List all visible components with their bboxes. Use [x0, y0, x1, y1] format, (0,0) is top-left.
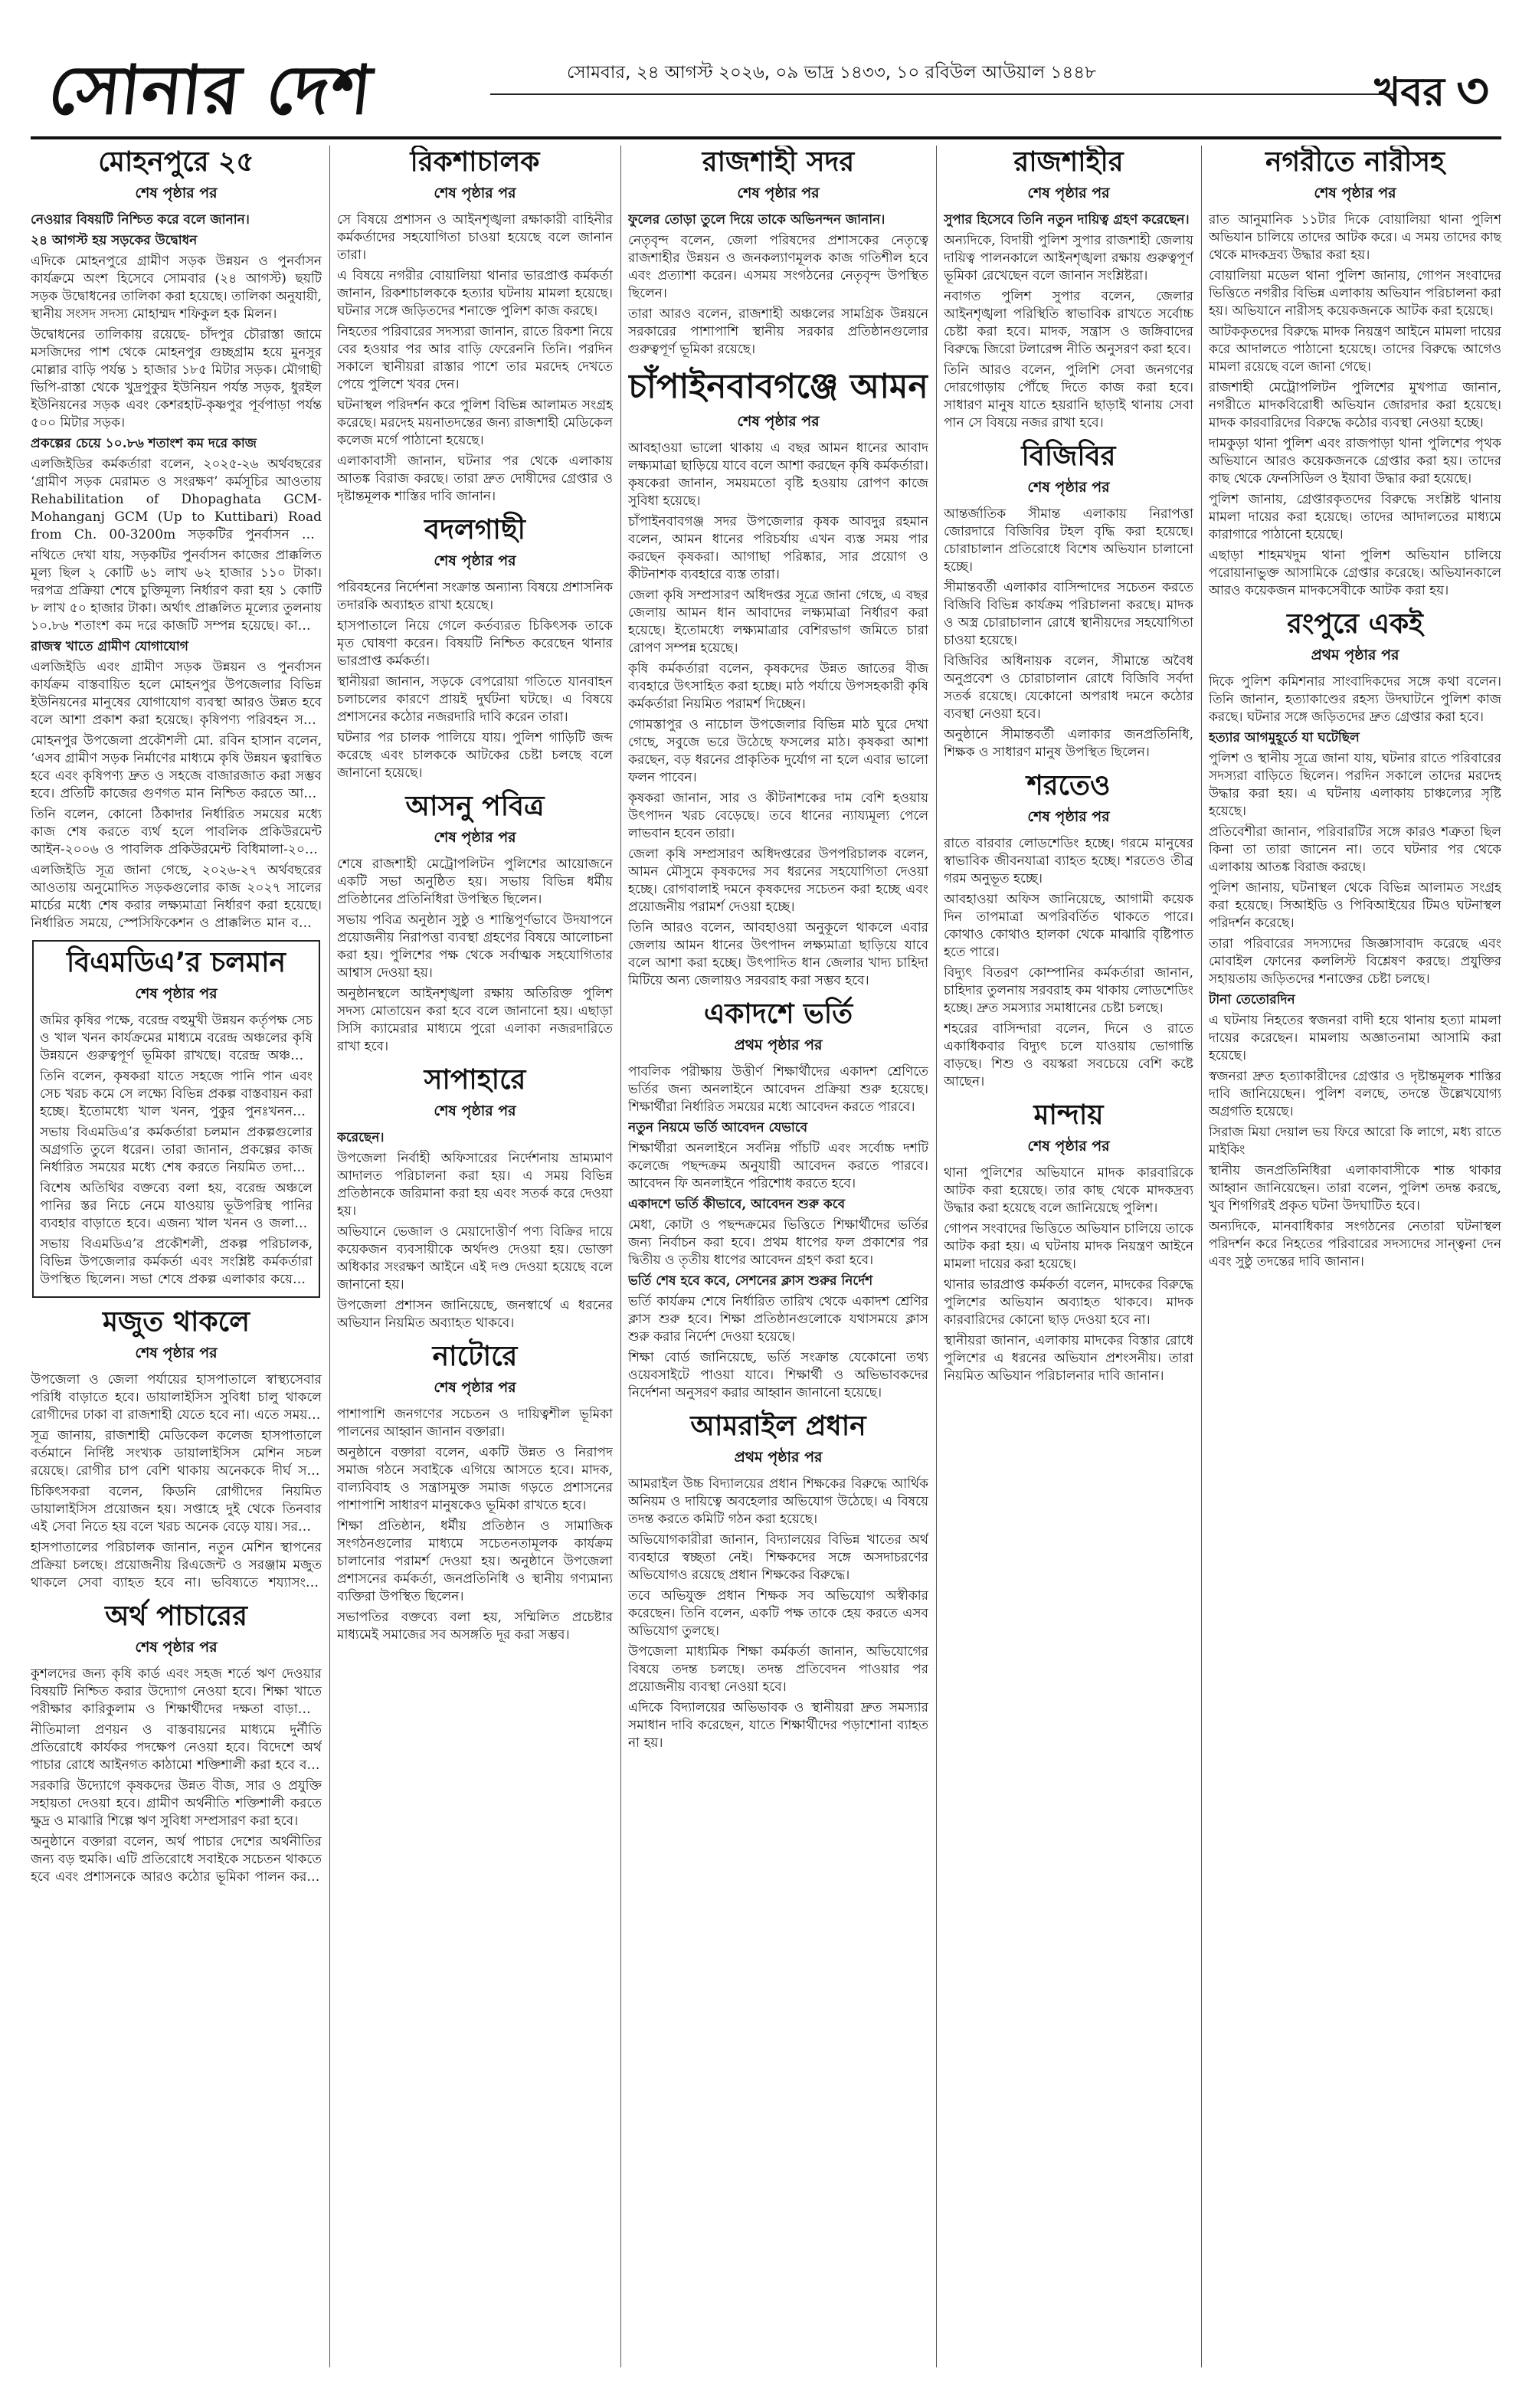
continuation-label: প্রথম পৃষ্ঠার পর: [1311, 647, 1399, 663]
article: [628, 366, 928, 990]
continuation-label: শেষ পৃষ্ঠার পর: [135, 1639, 218, 1656]
article-paragraph: ভর্তি কার্যক্রম শেষে নির্ধারিত তারিখ থেকে একাদশ শ্রেণির ক্লাস শুরু হবে। শিক্ষা প্রতিষ্ঠানগুলোকে যথাসময়ে ক্লাস শুরু করার নির্দেশ দেওয়া হয়েছে।: [628, 1294, 928, 1345]
article-paragraph: ২৪ আগস্ট হয় সড়কের উদ্বোধন: [31, 233, 198, 248]
article-paragraph: আমরাইল উচ্চ বিদ্যালয়ের প্রধান শিক্ষকের বিরুদ্ধে আর্থিক অনিয়ম ও দায়িত্বে অবহেলার অভিযোগ উঠেছে। এ বিষয়ে তদন্ত করতে কমিটি গঠন করা হয়েছে।: [628, 1476, 928, 1527]
article-paragraph: অনুষ্ঠানস্থলে আইনশৃঙ্খলা রক্ষায় অতিরিক্ত পুলিশ সদস্য মোতায়েন করা হবে বলে জানানো হয়। এছাড়া সিসি ক্যামেরার মাধ্যমে পুরো এলাকা নজরদারিতে রাখা হবে।: [337, 986, 613, 1054]
article-paragraph: হত্যার আগমুহূর্তে যা ঘটেছিল: [1209, 730, 1360, 745]
article-paragraph: তারা আরও বলেন, রাজশাহী অঞ্চলের সামগ্রিক উন্নয়নে সরকারের পাশাপাশি স্থানীয় সরকার প্রতিষ্ঠানগুলোর গুরুত্বপূর্ণ ভূমিকা রয়েছে।: [628, 306, 928, 357]
article-paragraph: মেধা, কোটা ও পছন্দক্রমের ভিত্তিতে শিক্ষার্থীদের ভর্তির জন্য নির্বাচন করা হবে। প্রথম ধাপের ফল প্রকাশের পর দ্বিতীয় ও তৃতীয় ধাপের আবেদন গ্রহণ করা হবে।: [628, 1217, 928, 1268]
article-paragraph: নিহতের পরিবারের সদস্যরা জানান, রাতে রিকশা নিয়ে বের হওয়ার পর আর বাড়ি ফেরেননি তিনি। পরদিন সকালে স্থানীয়রা রাস্তার পাশে তার মরদেহ দেখতে পেয়ে পুলিশে খবর দেন।: [337, 324, 613, 392]
article: [32, 940, 320, 1298]
article-headline: মোহনপুরে ২৫: [98, 146, 254, 178]
article-paragraph: রাতে বারবার লোডশেডিং হচ্ছে। গরমে মানুষের স্বাভাবিক জীবনযাত্রা ব্যাহত হচ্ছে। শরতেও তীব্র গরম অনুভূত হচ্ছে।: [944, 836, 1193, 886]
article-paragraph: বিজিবির অধিনায়ক বলেন, সীমান্তে অবৈধ অনুপ্রবেশ ও চোরাচালান রোধে বিজিবি সর্বদা সতর্ক রয়েছে। যেকোনো অপরাধ দমনে কঠোর ব্যবস্থা নেওয়া হবে।: [944, 654, 1193, 722]
article-headline: নগরীতে নারীসহ: [1265, 146, 1445, 178]
article-paragraph: রাত আনুমানিক ১১টার দিকে বোয়ালিয়া থানা পুলিশ অভিযান চালিয়ে তাদের আটক করে। এ সময় তাদের কাছ থেকে মাদকদ্রব্য উদ্ধার করা হয়।: [1209, 212, 1501, 263]
article-paragraph: স্থানীয় জনপ্রতিনিধিরা এলাকাবাসীকে শান্ত থাকার আহ্বান জানিয়েছেন। তারা বলেন, পুলিশ তদন্ত করছে, খুব শিগগিরই প্রকৃত ঘটনা উদঘাটিত হবে।: [1209, 1163, 1501, 1214]
article-headline: চাঁপাইনবাবগঞ্জে আমন: [628, 367, 928, 406]
column-2: [337, 146, 613, 2375]
article: [628, 998, 928, 1402]
article-paragraph: এছাড়া শাহমখদুম থানা পুলিশ অভিযান চালিয়ে পরোয়ানাভুক্ত আসামিকে গ্রেপ্তার করেছে। অভিযানকালে আরও কয়েকজন মাদকসেবীকে আটক করা হয়।: [1209, 548, 1501, 598]
article-paragraph: উপজেলা ও জেলা পর্যায়ের হাসপাতালে স্বাস্থ্যসেবার পরিধি বাড়াতে হবে। ডায়ালাইসিস সুবিধা চালু থাকলে রোগীদের ঢাকা বা রাজশাহী যেতে হবে না। এতে সময় ও: [31, 1372, 322, 1423]
continuation-label: শেষ পৃষ্ঠার পর: [135, 185, 218, 201]
article-paragraph: রাজস্ব খাতে গ্রামীণ যোগাযোগ: [31, 639, 188, 654]
article-paragraph: কুশলদের জন্য কৃষি কার্ড এবং সহজ শর্তে ঋণ দেওয়ার বিষয়টি নিশ্চিত করার উদ্যোগ নেওয়া হবে। শিক্ষা খাতে পরীক্ষার কারিকুলাম ও শিক্ষার্থীদের দক্ষতা বাড়ানোর: [31, 1666, 322, 1717]
article-paragraph: উপজেলা প্রশাসন জানিয়েছে, জনস্বার্থে এ ধরনের অভিযান নিয়মিত অব্যাহত থাকবে।: [337, 1298, 613, 1331]
column-divider: [936, 146, 937, 2367]
continuation-label: শেষ পৃষ্ঠার পর: [737, 413, 820, 430]
article-headline: বদলগাছী: [424, 514, 525, 545]
article-paragraph: সূত্র জানায়, রাজশাহী মেডিকেল কলেজ হাসপাতালে বর্তমানে নির্দিষ্ট সংখ্যক ডায়ালাইসিস মেশিন সচল রয়েছে। রোগীর চাপ বেশি থাকায় অনেককে দীর্ঘ সময়: [31, 1428, 322, 1479]
article-paragraph: ভর্তি শেষ হবে কবে, সেশনের ক্লাস শুরুর নির্দেশ: [628, 1273, 873, 1289]
article-paragraph: অনুষ্ঠানে সীমান্তবর্তী এলাকার জনপ্রতিনিধি, শিক্ষক ও সাধারণ মানুষ উপস্থিত ছিলেন।: [944, 727, 1193, 760]
column-divider: [1201, 146, 1202, 2367]
article-paragraph: তিনি আরও বলেন, আবহাওয়া অনুকূলে থাকলে এবার জেলায় আমন ধানের উৎপাদন লক্ষ্যমাত্রা ছাড়িয়ে যাবে বলে আশা করা হচ্ছে। উৎপাদিত ধান জেলার খাদ্য চাহিদা মিটিয়ে অন্য জেলায়ও সরবরাহ করা সম্ভব হবে।: [628, 920, 928, 988]
article-paragraph: একাদশে ভর্তি কীভাবে, আবেদন শুরু কবে: [628, 1197, 846, 1212]
article-paragraph: এলজিইডির কর্মকর্তারা বলেন, ২০২৫-২৬ অর্থবছরের ‘গ্রামীণ সড়ক মেরামত ও সংরক্ষণ’ কর্মসূচির আওতায় Rehabilitation of Dhopaghata GCM-Mohanganj GCM (Up to Kuttibari) Road from Ch. 00-3200m সড়কটির পুনর্বাসন করা: [31, 457, 322, 542]
article-paragraph: সুপার হিসেবে তিনি নতুন দায়িত্ব গ্রহণ করেছেন।: [944, 212, 1190, 228]
article-paragraph: অভিযানে ভেজাল ও মেয়াদোত্তীর্ণ পণ্য বিক্রির দায়ে কয়েকজন ব্যবসায়ীকে অর্থদণ্ড দেওয়া হয়। ভোক্তা অধিকার সংরক্ষণ আইনে এই দণ্ড দেওয়া হয়েছে বলে জানানো হয়।: [337, 1224, 613, 1292]
article-paragraph: চিকিৎসকরা বলেন, কিডনি রোগীদের নিয়মিত ডায়ালাইসিস প্রয়োজন হয়। সপ্তাহে দুই থেকে তিনবার এই সেবা নিতে হয় বলে খরচ অনেক বেড়ে যায়। সরকারি: [31, 1484, 322, 1535]
article-headline: রিকশাচালক: [410, 146, 540, 178]
article-paragraph: সভায় বিএমডিএ’র প্রকৌশলী, প্রকল্প পরিচালক, বিভিন্ন উপজেলার কর্মকর্তা এবং সংশ্লিষ্ট কর্মকর্তারা উপস্থিত ছিলেন। সভা শেষে প্রকল্প এলাকার কয়েকটি: [40, 1237, 313, 1287]
continuation-label: শেষ পৃষ্ঠার পর: [1027, 808, 1110, 825]
article: [337, 513, 613, 782]
continuation-label: শেষ পৃষ্ঠার পর: [434, 185, 516, 201]
article-headline: মজুত থাকলে: [103, 1306, 250, 1338]
article-paragraph: তিনি বলেন, কোনো ঠিকাদার নির্ধারিত সময়ের মধ্যে কাজ শেষ করতে ব্যর্থ হলে পাবলিক প্রকিউরমেন্ট আইন-২০০৬ ও পাবলিক প্রকিউরমেন্ট বিধিমালা-২০২৫: [31, 807, 322, 857]
article-paragraph: আন্তর্জাতিক সীমান্ত এলাকায় নিরাপত্তা জোরদারে বিজিবির টহল বৃদ্ধি করা হয়েছে। চোরাচালান প্রতিরোধে বিশেষ অভিযান চালানো হচ্ছে।: [944, 506, 1193, 575]
article: [1209, 608, 1501, 1271]
article-paragraph: হাসপাতালে নিয়ে গেলে কর্তব্যরত চিকিৎসক তাকে মৃত ঘোষণা করেন। বিষয়টি নিশ্চিত করেছেন থানার ভারপ্রাপ্ত কর্মকর্তা।: [337, 618, 613, 669]
article: [944, 146, 1193, 432]
column-3: [628, 146, 928, 2375]
article-paragraph: ঘটনাস্থল পরিদর্শন করে পুলিশ বিভিন্ন আলামত সংগ্রহ করেছে। মরদেহ ময়নাতদন্তের জন্য রাজশাহী মেডিকেল কলেজ মর্গে পাঠানো হয়েছে।: [337, 398, 613, 448]
continuation-label: শেষ পৃষ্ঠার পর: [434, 1102, 516, 1119]
article: [337, 146, 613, 506]
article-paragraph: আবহাওয়া অফিস জানিয়েছে, আগামী কয়েক দিন তাপমাত্রা অপরিবর্তিত থাকতে পারে। কোথাও কোথাও হালকা থেকে মাঝারি বৃষ্টিপাত হতে পারে।: [944, 892, 1193, 960]
article: [628, 1410, 928, 1752]
article-headline: শরতেও: [1026, 770, 1111, 801]
article-headline: একাদশে ভর্তি: [703, 998, 853, 1030]
article-paragraph: প্রকল্পের চেয়ে ১০.৮৬ শতাংশ কম দরে কাজ: [31, 436, 257, 451]
article-paragraph: দিকে পুলিশ কমিশনার সাংবাদিকদের সঙ্গে কথা বলেন। তিনি জানান, হত্যাকাণ্ডের রহস্য উদঘাটনে পুলিশ কাজ করছে। ঘটনার সঙ্গে জড়িতদের দ্রুত গ্রেপ্তার করা হবে।: [1209, 674, 1501, 725]
article-paragraph: পুলিশ জানায়, ঘটনাস্থল থেকে বিভিন্ন আলামত সংগ্রহ করা হয়েছে। সিআইডি ও পিবিআইয়ের টিমও ঘটনাস্থল পরিদর্শন করেছে।: [1209, 880, 1501, 931]
article-paragraph: নতুন নিয়মে ভর্তি আবেদন যেভাবে: [628, 1120, 808, 1135]
article-paragraph: নীতিমালা প্রণয়ন ও বাস্তবায়নের মাধ্যমে দুর্নীতি প্রতিরোধে কার্যকর পদক্ষেপ নেওয়া হবে। বিদেশে অর্থ পাচার রোধে আইনগত কাঠামো শক্তিশালী করা হবে বলে: [31, 1722, 322, 1773]
continuation-label: শেষ পৃষ্ঠার পর: [1027, 1138, 1110, 1155]
article-paragraph: বিদ্যুৎ বিতরণ কোম্পানির কর্মকর্তারা জানান, চাহিদার তুলনায় সরবরাহ কম থাকায় লোডশেডিং হচ্ছে। দ্রুত সমস্যার সমাধানের চেষ্টা চলছে।: [944, 965, 1193, 1016]
continuation-label: প্রথম পৃষ্ঠার পর: [734, 1037, 823, 1053]
article-paragraph: এলজিইডি সূত্র জানা গেছে, ২০২৬-২৭ অর্থবছরের আওতায় অনুমোদিত সড়কগুলোর কাজ ২০২৭ সালের মার্চের মধ্যে শেষ করার লক্ষ্যমাত্রা নির্ধারণ করা হয়েছে। নির্ধারিত সময়ে, স্পেসিফিকেশন ও প্রাক্কলিত মান বজায়: [31, 863, 322, 931]
article-paragraph: শিক্ষা প্রতিষ্ঠান, ধর্মীয় প্রতিষ্ঠান ও সামাজিক সংগঠনগুলোর মাধ্যমে সচেতনতামূলক কার্যক্রম চালানোর পরামর্শ দেওয়া হয়। অনুষ্ঠানে উপজেলা প্রশাসনের কর্মকর্তা, জনপ্রতিনিধি ও স্থানীয় গণ্যমান্য ব্যক্তিরা উপস্থিত ছিলেন।: [337, 1519, 613, 1604]
article-paragraph: রাজশাহী মেট্রোপলিটন পুলিশের মুখপাত্র জানান, নগরীতে মাদকবিরোধী অভিযান জোরদার করা হয়েছে। মাদক কারবারিদের বিরুদ্ধে কঠোর ব্যবস্থা নেওয়া হচ্ছে।: [1209, 380, 1501, 431]
article-paragraph: সিরাজ মিয়া দেয়াল ভয় ফিরে আরো কি লাগে, মধ্য রাতে মাইকিং: [1209, 1125, 1501, 1158]
article-paragraph: নবাগত পুলিশ সুপার বলেন, জেলার আইনশৃঙ্খলা পরিস্থিতি স্বাভাবিক রাখতে সর্বোচ্চ চেষ্টা করা হবে। মাদক, সন্ত্রাস ও জঙ্গিবাদের বিরুদ্ধে জিরো টলারেন্স নীতি অনুসরণ করা হবে।: [944, 289, 1193, 357]
article-paragraph: পুলিশ জানায়, গ্রেপ্তারকৃতদের বিরুদ্ধে সংশ্লিষ্ট থানায় মামলা দায়ের করা হয়েছে। তাদের আদালতের মাধ্যমে কারাগারে পাঠানো হয়েছে।: [1209, 492, 1501, 542]
article-headline: নাটোরে: [432, 1341, 518, 1372]
article-paragraph: এদিকে বিদ্যালয়ের অভিভাবক ও স্থানীয়রা দ্রুত সমস্যার সমাধান দাবি করেছেন, যাতে শিক্ষার্থীদের পড়াশোনা ব্যাহত না হয়।: [628, 1700, 928, 1751]
article-paragraph: এ ঘটনায় নিহতের স্বজনরা বাদী হয়ে থানায় হত্যা মামলা দায়ের করেছেন। মামলায় অজ্ঞাতনামা আসামি করা হয়েছে।: [1209, 1013, 1501, 1063]
masthead-bottom-rule: [31, 136, 1501, 139]
article-paragraph: শেষে রাজশাহী মেট্রোপলিটন পুলিশের আয়োজনে একটি সভা অনুষ্ঠিত হয়। সভায় বিভিন্ন ধর্মীয় প্রতিষ্ঠানের প্রতিনিধিরা উপস্থিত ছিলেন।: [337, 857, 613, 907]
column-divider: [620, 146, 621, 2367]
article-paragraph: সভায় বিএমডিএ’র কর্মকর্তারা চলমান প্রকল্পগুলোর অগ্রগতি তুলে ধরেন। তারা জানান, প্রকল্পের কাজ নির্ধারিত সময়ের মধ্যে শেষ করতে নিয়মিত তদারকি: [40, 1125, 313, 1175]
article-paragraph: বোয়ালিয়া মডেল থানা পুলিশ জানায়, গোপন সংবাদের ভিত্তিতে নগরীর বিভিন্ন এলাকায় অভিযান পরিচালনা করা হয়। অভিযানে নারীসহ কয়েকজনকে আটক করা হয়েছে।: [1209, 268, 1501, 319]
article-paragraph: এদিকে মোহনপুরে গ্রামীণ সড়ক উন্নয়ন ও পুনর্বাসন কার্যক্রমে অংশ হিসেবে সোমবার (২৪ আগস্ট) ছয়টি সড়ক উদ্বোধনের তালিকা করা হয়েছে। তালিকা অনুযায়ী, স্থানীয় সংসদ সদস্য মোহাম্মদ শফিকুল হক মিলন।: [31, 254, 322, 322]
article-paragraph: অনুষ্ঠানে বক্তারা বলেন, একটি উন্নত ও নিরাপদ সমাজ গঠনে সবাইকে এগিয়ে আসতে হবে। মাদক, বাল্যবিবাহ ও সন্ত্রাসমুক্ত সমাজ গড়তে প্রশাসনের পাশাপাশি সাধারণ মানুষকেও ভূমিকা রাখতে হবে।: [337, 1445, 613, 1513]
article-paragraph: নথিতে দেখা যায়, সড়কটির পুনর্বাসন কাজের প্রাক্কলিত মূল্য ছিল ২ কোটি ৬১ লাখ ৬২ হাজার ১১০ টাকা। দরপত্র প্রক্রিয়া শেষে চুক্তিমূল্য নির্ধারণ করা হয় ১ কোটি ৮ লাখ ৫০ হাজার টাকা। অর্থাৎ প্রাক্কলিত মূল্যের তুলনায় ১০.৮৬ শতাংশ কম দরে কাজটি সম্পন্ন হয়েছে। কাজের: [31, 548, 322, 634]
article-headline: রাজশাহী সদর: [702, 146, 855, 178]
article-headline: রাজশাহীর: [1013, 146, 1124, 178]
article-headline: বিএমডিএ’র চলমান: [66, 947, 286, 978]
article-paragraph: কৃষকরা জানান, সার ও কীটনাশকের দাম বেশি হওয়ায় উৎপাদন খরচ বেড়েছে। তবে ধানের ন্যায্যমূল্য পেলে লাভবান হবেন তারা।: [628, 791, 928, 841]
article-paragraph: থানার ভারপ্রাপ্ত কর্মকর্তা বলেন, মাদকের বিরুদ্ধে পুলিশের অভিযান অব্যাহত থাকবে। মাদক কারবারিদের কোনো ছাড় দেওয়া হবে না।: [944, 1277, 1193, 1328]
article-paragraph: স্বজনরা দ্রুত হত্যাকারীদের গ্রেপ্তার ও দৃষ্টান্তমূলক শাস্তির দাবি জানিয়েছেন। পুলিশ বলছে, তদন্তে উল্লেখযোগ্য অগ্রগতি হয়েছে।: [1209, 1069, 1501, 1119]
article-paragraph: নেতৃবৃন্দ বলেন, জেলা পরিষদের প্রশাসকের নেতৃত্বে রাজশাহীর উন্নয়ন ও জনকল্যাণমূলক কাজ গতিশীল হবে এবং প্রত্যাশা করেন। এসময় সংগঠনের নেতৃবৃন্দ উপস্থিত ছিলেন।: [628, 233, 928, 301]
article-paragraph: সভায় পবিত্র অনুষ্ঠান সুষ্ঠু ও শান্তিপূর্ণভাবে উদযাপনে প্রয়োজনীয় নিরাপত্তা ব্যবস্থা গ্রহণের বিষয়ে আলোচনা করা হয়। পুলিশের পক্ষ থেকে সর্বাত্মক সহযোগিতার আশ্বাস দেওয়া হয়।: [337, 912, 613, 981]
article-paragraph: অন্যদিকে, বিদায়ী পুলিশ সুপার রাজশাহী জেলায় দায়িত্ব পালনকালে আইনশৃঙ্খলা রক্ষায় গুরুত্বপূর্ণ ভূমিকা রেখেছেন বলে জানান সংশ্লিষ্টরা।: [944, 233, 1193, 283]
masthead-rule: [490, 93, 1394, 95]
masthead: [31, 51, 1501, 138]
continuation-label: শেষ পৃষ্ঠার পর: [1027, 479, 1110, 496]
article-paragraph: এ বিষয়ে নগরীর বোয়ালিয়া থানার ভারপ্রাপ্ত কর্মকর্তা জানান, রিকশাচালককে হত্যার ঘটনায় মামলা হয়েছে। ঘটনার সঙ্গে জড়িতদের শনাক্তে পুলিশ কাজ করছে।: [337, 268, 613, 319]
article-paragraph: এলজিইডি এবং গ্রামীণ সড়ক উন্নয়ন ও পুনর্বাসন কার্যক্রম বাস্তবায়িত হলে মোহনপুর উপজেলার বিভিন্ন ইউনিয়নের মানুষের যোগাযোগ ব্যবস্থা আরও উন্নত হবে বলে আশা প্রকাশ করা হয়েছে। কৃষিপণ্য পরিবহন সহজ: [31, 660, 322, 728]
page-label: [1374, 52, 1489, 136]
article-paragraph: শিক্ষার্থীরা অনলাইনে সর্বনিম্ন পাঁচটি এবং সর্বোচ্চ দশটি কলেজে পছন্দক্রম অনুযায়ী আবেদন করতে পারবে। আবেদন ফি অনলাইনে পরিশোধ করতে হবে।: [628, 1141, 928, 1191]
article-headline: আমরাইল প্রধান: [690, 1410, 866, 1442]
article-headline: মান্দায়: [1033, 1099, 1104, 1131]
article-paragraph: প্রতিবেশীরা জানান, পরিবারটির সঙ্গে কারও শত্রুতা ছিল কিনা তা তারা জানেন না। তবে ঘটনার পর থেকে এলাকায় আতঙ্ক বিরাজ করছে।: [1209, 824, 1501, 875]
article-paragraph: মোহনপুর উপজেলা প্রকৌশলী মো. রবিন হাসান বলেন, ‘এসব গ্রামীণ সড়ক নির্মাণের মাধ্যমে কৃষি উন্নয়ন ত্বরান্বিত হবে এবং কৃষিপণ্য দ্রুত ও সহজে বাজারজাত করা সম্ভব হবে। প্রতিটি কাজের গুণগত মান নিশ্চিত করতে আমরা: [31, 733, 322, 801]
column-divider: [329, 146, 330, 2367]
article-paragraph: কৃষি কর্মকর্তারা বলেন, কৃষকদের উন্নত জাতের বীজ ব্যবহারে উৎসাহিত করা হচ্ছে। মাঠ পর্যায়ে উপসহকারী কৃষি কর্মকর্তারা নিয়মিত পরামর্শ দিচ্ছেন।: [628, 661, 928, 712]
article: [1209, 146, 1501, 600]
continuation-label: শেষ পৃষ্ঠার পর: [434, 829, 516, 846]
article-paragraph: পুলিশ ও স্থানীয় সূত্রে জানা যায়, ঘটনার রাতে পরিবারের সদস্যরা বাড়িতে ছিলেন। পরদিন সকালে তাদের মরদেহ উদ্ধার করা হয়। এ ঘটনায় এলাকায় চাঞ্চল্যের সৃষ্টি হয়েছে।: [1209, 751, 1501, 819]
article-paragraph: অভিযোগকারীরা জানান, বিদ্যালয়ের বিভিন্ন খাতের অর্থ ব্যবহারে স্বচ্ছতা নেই। শিক্ষকদের সঙ্গে অসদাচরণের অভিযোগও রয়েছে প্রধান শিক্ষকের বিরুদ্ধে।: [628, 1532, 928, 1583]
article-paragraph: পরিবহনের নির্দেশনা সংক্রান্ত অন্যান্য বিষয়ে প্রশাসনিক তদারকি অব্যাহত রাখা হয়েছে।: [337, 580, 613, 613]
article: [628, 146, 928, 359]
article-paragraph: ফুলের তোড়া তুলে দিয়ে তাকে অভিনন্দন জানান।: [628, 212, 885, 228]
article-paragraph: সরকারি উদ্যোগে কৃষকদের উন্নত বীজ, সার ও প্রযুক্তি সহায়তা দেওয়া হবে। গ্রামীণ অর্থনীতি শক্তিশালী করতে ক্ষুদ্র ও মাঝারি শিল্পে ঋণ সুবিধা সম্প্রসারণ করা হবে।: [31, 1778, 322, 1829]
article-paragraph: উপজেলা নির্বাহী অফিসারের নির্দেশনায় ভ্রাম্যমাণ আদালত পরিচালনা করা হয়। এ সময় বিভিন্ন প্রতিষ্ঠানকে জরিমানা করা হয় এবং সতর্ক করে দেওয়া হয়।: [337, 1151, 613, 1219]
article-paragraph: উদ্বোধনের তালিকায় রয়েছে- চাঁদপুর চৌরাস্তা জামে মসজিদের পাশ থেকে মোহনপুর গুচ্ছগ্রাম হয়ে মুনসুর মোল্লার বাড়ি পর্যন্ত ১ হাজার ১৮৫ মিটার সড়ক। মৌগাছী ভিপি-রাস্তা থেকে খুদ্রপুকুর ইউনিয়ন পর্যন্ত সড়ক, ধুরইল ইউনিয়নের সড়ক এবং কেশরহাট-কৃষ্ণপুর পূর্বপাড়া পর্যন্ত ৫০০ মিটার সড়ক।: [31, 327, 322, 431]
article: [337, 1063, 613, 1332]
article-paragraph: তারা পরিবারের সদস্যদের জিজ্ঞাসাবাদ করেছে এবং মোবাইল ফোনের কললিস্ট বিশ্লেষণ করছে। প্রযুক্তির সহায়তায় জড়িতদের শনাক্তের চেষ্টা চলছে।: [1209, 936, 1501, 987]
article-paragraph: নেওয়ার বিষয়টি নিশ্চিত করে বলে জানান।: [31, 212, 250, 228]
article-paragraph: আবহাওয়া ভালো থাকায় এ বছর আমন ধানের আবাদ লক্ষ্যমাত্রা ছাড়িয়ে যাবে বলে আশা করছেন কৃষি কর্মকর্তারা। কৃষকেরা জানান, সময়মতো বৃষ্টি হওয়ায় রোপণ কাজে সুবিধা হয়েছে।: [628, 441, 928, 509]
article-paragraph: সে বিষয়ে প্রশাসন ও আইনশৃঙ্খলা রক্ষাকারী বাহিনীর কর্মকর্তাদের সহযোগিতা চাওয়া হয়েছে বলে জানান তারা।: [337, 212, 613, 263]
article-headline: সাপাহারে: [424, 1064, 526, 1096]
article-paragraph: জেলা কৃষি সম্প্রসারণ অধিদপ্তর সূত্রে জানা গেছে, এ বছর জেলায় আমন ধান আবাদের লক্ষ্যমাত্রা নির্ধারণ করা হয়েছে। ইতোমধ্যে লক্ষ্যমাত্রার বেশিরভাগ জমিতে চারা রোপণ সম্পন্ন হয়েছে।: [628, 588, 928, 656]
article: [337, 790, 613, 1056]
article: [31, 1306, 322, 1592]
article-paragraph: সীমান্তবর্তী এলাকার বাসিন্দাদের সচেতন করতে বিজিবি বিভিন্ন কার্যক্রম পরিচালনা করছে। মাদক ও অস্ত্র চোরাচালান রোধে স্থানীয়দের সহযোগিতা চাওয়া হয়েছে।: [944, 580, 1193, 648]
article-headline: রংপুরে একই: [1287, 608, 1423, 640]
column-1: [31, 146, 322, 2375]
column-5: [1209, 146, 1501, 2375]
continuation-label: শেষ পৃষ্ঠার পর: [737, 185, 820, 201]
continuation-label: শেষ পৃষ্ঠার পর: [1314, 185, 1396, 201]
article-paragraph: গোপন সংবাদের ভিত্তিতে অভিযান চালিয়ে তাকে আটক করা হয়। এ ঘটনায় মাদক নিয়ন্ত্রণ আইনে মামলা দায়ের করা হয়েছে।: [944, 1221, 1193, 1272]
continuation-label: শেষ পৃষ্ঠার পর: [1027, 185, 1110, 201]
article-paragraph: শহরের বাসিন্দারা বলেন, দিনে ও রাতে একাধিকবার বিদ্যুৎ চলে যাওয়ায় ভোগান্তি বাড়ছে। শিশু ও বয়স্করা সবচেয়ে বেশি কষ্টে আছেন।: [944, 1021, 1193, 1089]
continuation-label: প্রথম পৃষ্ঠার পর: [734, 1449, 823, 1466]
article-paragraph: ঘটনার পর চালক পালিয়ে যায়। পুলিশ গাড়িটি জব্দ করেছে এবং চালককে আটকের চেষ্টা চলছে বলে জানানো হয়েছে।: [337, 730, 613, 781]
article-paragraph: জেলা কৃষি সম্প্রসারণ অধিদপ্তরের উপপরিচালক বলেন, আমন মৌসুমে কৃষকদের সব ধরনের সহযোগিতা দেওয়া হচ্ছে। রোগবালাই দমনে কৃষকদের সচেতন করা হচ্ছে এবং প্রয়োজনীয় পরামর্শ দেওয়া হচ্ছে।: [628, 847, 928, 915]
continuation-label: শেষ পৃষ্ঠার পর: [135, 985, 218, 1002]
article-paragraph: শিক্ষা বোর্ড জানিয়েছে, ভর্তি সংক্রান্ত যেকোনো তথ্য ওয়েবসাইটে পাওয়া যাবে। শিক্ষার্থী ও অভিভাবকদের নির্দেশনা অনুসরণ করার আহ্বান জানানো হয়েছে।: [628, 1350, 928, 1401]
page-number: ৩: [1456, 61, 1489, 120]
article-paragraph: চাঁপাইনবাবগঞ্জ সদর উপজেলার কৃষক আবদুর রহমান বলেন, আমন ধানের পরিচর্যায় এখন ব্যস্ত সময় পার করছেন কৃষকরা। আগাছা পরিষ্কার, সার প্রয়োগ ও কীটনাশক ব্যবহারে ব্যস্ত তারা।: [628, 514, 928, 582]
article-paragraph: সভাপতির বক্তব্যে বলা হয়, সম্মিলিত প্রচেষ্টার মাধ্যমেই সমাজের সব অসঙ্গতি দূর করা সম্ভব।: [337, 1610, 613, 1643]
article-paragraph: পাবলিক পরীক্ষায় উত্তীর্ণ শিক্ষার্থীদের একাদশ শ্রেণিতে ভর্তির জন্য অনলাইনে আবেদন প্রক্রিয়া শুরু হয়েছে। শিক্ষার্থীরা নির্ধারিত সময়ের মধ্যে আবেদন করতে পারবে।: [628, 1064, 928, 1115]
article-paragraph: বিশেষ অতিথির বক্তব্যে বলা হয়, বরেন্দ্র অঞ্চলে পানির স্তর নিচে নেমে যাওয়ায় ভূউপরিস্থ পানির ব্যবহার বাড়াতে হবে। এজন্য খাল খনন ও জলাধার: [40, 1181, 313, 1231]
article-paragraph: তবে অভিযুক্ত প্রধান শিক্ষক সব অভিযোগ অস্বীকার করেছেন। তিনি বলেন, একটি পক্ষ তাকে হেয় করতে এসব অভিযোগ তুলছে।: [628, 1588, 928, 1639]
article-paragraph: হাসপাতালের পরিচালক জানান, নতুন মেশিন স্থাপনের প্রক্রিয়া চলছে। প্রয়োজনীয় রিএজেন্ট ও সরঞ্জাম মজুত থাকলে সেবা ব্যাহত হবে না। ভবিষ্যতে শয্যাসংখ্যা: [31, 1540, 322, 1591]
article-paragraph: আটককৃতদের বিরুদ্ধে মাদক নিয়ন্ত্রণ আইনে মামলা দায়ের করে আদালতে পাঠানো হয়েছে। তাদের বিরুদ্ধে আগেও মামলা রয়েছে বলে জানা গেছে।: [1209, 324, 1501, 375]
article-paragraph: স্থানীয়রা জানান, সড়কে বেপরোয়া গতিতে যানবাহন চলাচলের কারণে প্রায়ই দুর্ঘটনা ঘটছে। এ বিষয়ে প্রশাসনের কঠোর নজরদারি দাবি করেন তারা।: [337, 674, 613, 725]
newspaper-logo: সোনার দেশ: [44, 51, 377, 129]
dateline: সোমবার, ২৪ আগস্ট ২০২৬, ০৯ ভাদ্র ১৪৩৩, ১০ রবিউল আউয়াল ১৪৪৮: [567, 63, 1097, 83]
article: [944, 1099, 1193, 1385]
continuation-label: শেষ পৃষ্ঠার পর: [135, 1345, 218, 1361]
article-paragraph: এলাকাবাসী জানান, ঘটনার পর থেকে এলাকায় আতঙ্ক বিরাজ করছে। তারা দ্রুত দোষীদের গ্রেপ্তার ও দৃষ্টান্তমূলক শাস্তির দাবি জানান।: [337, 454, 613, 504]
article-paragraph: তিনি আরও বলেন, পুলিশি সেবা জনগণের দোরগোড়ায় পৌঁছে দিতে কাজ করা হবে। সাধারণ মানুষ যাতে হয়রানি ছাড়াই থানায় সেবা পান সে বিষয়ে নজর রাখা হবে।: [944, 362, 1193, 431]
article-paragraph: গোমস্তাপুর ও নাচোল উপজেলার বিভিন্ন মাঠ ঘুরে দেখা গেছে, সবুজে ভরে উঠেছে ফসলের মাঠ। কৃষকরা আশা করছেন, বড় ধরনের প্রাকৃতিক দুর্যোগ না হলে এবার ভালো ফলন পাবেন।: [628, 717, 928, 785]
article-paragraph: টানা তেতোরদিন: [1209, 992, 1295, 1007]
article: [337, 1340, 613, 1644]
article-paragraph: স্থানীয়রা জানান, এলাকায় মাদকের বিস্তার রোধে পুলিশের এ ধরনের অভিযান প্রশংসনীয়। তারা নিয়মিত অভিযান পরিচালনার দাবি জানান।: [944, 1333, 1193, 1384]
article-headline: অর্থ পাচারের: [105, 1600, 247, 1632]
article: [944, 769, 1193, 1091]
article: [31, 146, 322, 932]
article-paragraph: দামকুড়া থানা পুলিশ এবং রাজপাড়া থানা পুলিশের পৃথক অভিযানে আরও কয়েকজনকে গ্রেপ্তার করা হয়। তাদের কাছ থেকে ফেনসিডিল ও ইয়াবা উদ্ধার করা হয়েছে।: [1209, 436, 1501, 487]
article-headline: বিজিবির: [1021, 441, 1116, 472]
article: [31, 1600, 322, 1886]
article-paragraph: উপজেলা মাধ্যমিক শিক্ষা কর্মকর্তা জানান, অভিযোগের বিষয়ে তদন্ত চলছে। তদন্ত প্রতিবেদন পাওয়ার পর প্রয়োজনীয় ব্যবস্থা নেওয়া হবে।: [628, 1644, 928, 1695]
column-4: [944, 146, 1193, 2375]
article-paragraph: অন্যদিকে, মানবাধিকার সংগঠনের নেতারা ঘটনাস্থল পরিদর্শন করে নিহতের পরিবারের সদস্যদের সান্ত্বনা দেন এবং সুষ্ঠু তদন্তের দাবি জানান।: [1209, 1219, 1501, 1270]
article-headline: আসনু পবিত্র: [405, 791, 545, 822]
article-paragraph: করেছেন।: [337, 1130, 385, 1145]
article: [944, 440, 1193, 762]
article-paragraph: জমির কৃষির পক্ষে, বরেন্দ্র বহুমুখী উন্নয়ন কর্তৃপক্ষ সেচ ও খাল খনন কার্যক্রমের মাধ্যমে বরেন্দ্র অঞ্চলের কৃষি উন্নয়নে গুরুত্বপূর্ণ ভূমিকা রাখছে। বরেন্দ্র অঞ্চলের: [40, 1013, 313, 1063]
article-paragraph: পাশাপাশি জনগণের সচেতন ও দায়িত্বশীল ভূমিকা পালনের আহ্বান জানান বক্তারা।: [337, 1407, 613, 1440]
section-name: খবর: [1374, 69, 1445, 116]
article-paragraph: অনুষ্ঠানে বক্তারা বলেন, অর্থ পাচার দেশের অর্থনীতির জন্য বড় হুমকি। এটি প্রতিরোধে সবাইকে সচেতন থাকতে হবে এবং প্রশাসনকে আরও কঠোর ভূমিকা পালন করতে: [31, 1834, 322, 1885]
article-paragraph: তিনি বলেন, কৃষকরা যাতে সহজে পানি পান এবং সেচ খরচ কমে সে লক্ষ্যে বিভিন্ন প্রকল্প বাস্তবায়ন করা হচ্ছে। ইতোমধ্যে খাল খনন, পুকুর পুনঃখনন ও: [40, 1069, 313, 1119]
article-paragraph: থানা পুলিশের অভিযানে মাদক কারবারিকে আটক করা হয়েছে। তার কাছ থেকে মাদকদ্রব্য উদ্ধার করা হয়েছে বলে জানিয়েছে পুলিশ।: [944, 1165, 1193, 1216]
continuation-label: শেষ পৃষ্ঠার পর: [434, 552, 516, 569]
continuation-label: শেষ পৃষ্ঠার পর: [434, 1379, 516, 1396]
